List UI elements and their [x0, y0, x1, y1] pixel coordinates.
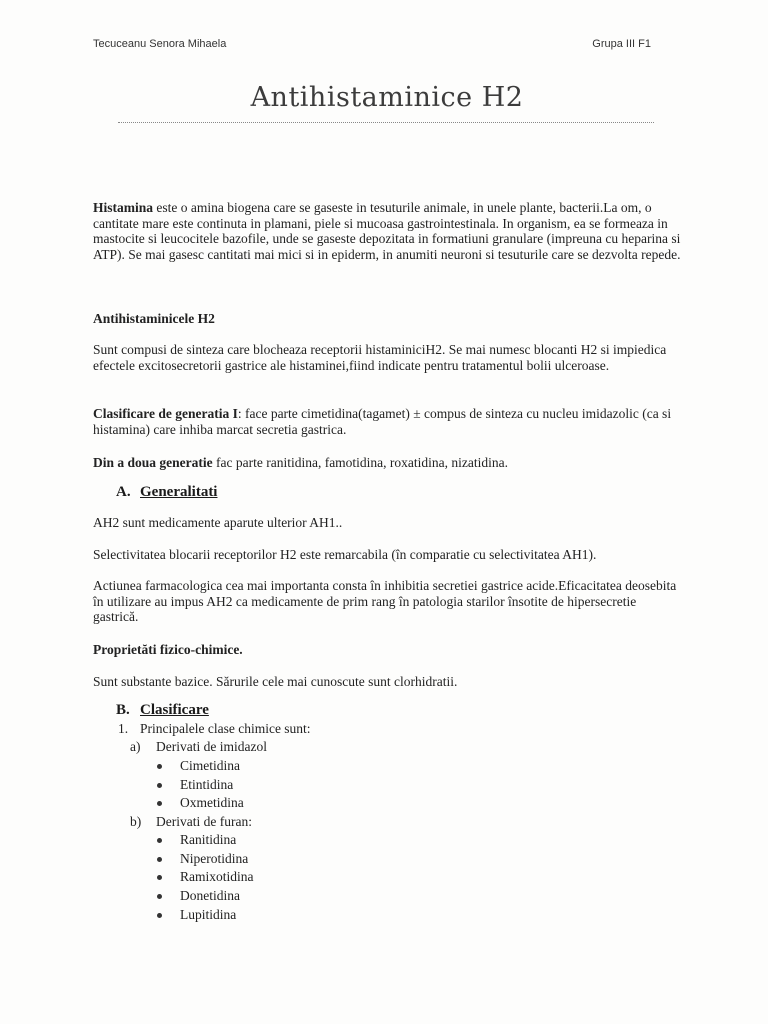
author-name: Tecuceanu Senora Mihaela [93, 38, 227, 50]
props-paragraph: Sunt substante bazice. Sărurile cele mai cunoscute sunt clorhidratii. [93, 674, 458, 689]
bullet-icon [157, 913, 162, 918]
furan-item: Lupitidina [180, 906, 237, 922]
bullet-icon [157, 764, 162, 769]
bullet-icon [157, 894, 162, 899]
gen2-paragraph [93, 455, 683, 471]
props-heading: Proprietăti fizico-chimice. [93, 642, 243, 657]
gen2-label: Din a doua generatie [93, 455, 213, 470]
furan-item: Donetidina [180, 888, 240, 904]
gen2-text: fac parte ranitidina, famotidina, roxatidina, nizatidina. [212, 455, 509, 470]
section-b-heading [116, 702, 209, 719]
bullet-icon [157, 857, 162, 862]
bullet-icon [157, 875, 162, 880]
h2-paragraph: Sunt compusi de sinteza care blocheaza receptorii histaminiciH2. Se mai numesc blocanti H2 si impiedica efectele excitosecretorii gastrice ale histaminei,fiind indicate pentru tratamentul bolii ulceroase. [93, 342, 667, 373]
section-a-title: Generalitati [140, 484, 218, 500]
bullet-icon [157, 801, 162, 806]
intro-term: Histamina [93, 200, 154, 215]
gen1-text: : face parte cimetidina(tagamet) ± compus de sinteza cu nucleu imidazolic (ca si histamina) care inhiba marcat secretia gastrica. [93, 406, 672, 437]
furan-item: Ranitidina [180, 832, 237, 847]
section-a-heading [116, 484, 217, 501]
page-title: Antihistaminice H2 [250, 82, 524, 113]
intro-text: este o amina biogena care se gaseste in tesuturile animale, in unele plante, bacterii.La om, o cantitate mare este continuta in plamani, piele si mucoasa gastrointestinala. In organism, ea se formeaza in mastocite si leucocitele bazofile, unde se gaseste depozitata in formatiuni granulare (impreuna cu heparina si ATP). Se mai gasesc cantitati mai mici si in epiderm, in anumiti neuroni si tesuturile care se dezvolta repede. [93, 200, 681, 262]
furan-item: Ramixotidina [180, 869, 254, 885]
imidazol-item: Cimetidina [180, 758, 240, 773]
section-a-letter: A. [116, 484, 131, 500]
section-b-title: Clasificare [140, 702, 209, 718]
generalitati-p2: Selectivitatea blocarii receptorilor H2 este remarcabila (în comparatie cu selectivitatea AH1). [93, 547, 597, 562]
generalitati-p1: AH2 sunt medicamente aparute ulterior AH1.. [93, 515, 343, 530]
imidazol-item: Etintidina [180, 776, 234, 792]
gen1-label: Clasificare de generatia I [93, 406, 238, 421]
sublist-a-label: a) [130, 739, 141, 754]
list-item-1-number: 1. [118, 721, 129, 736]
sublist-b-text: Derivati de furan: [156, 814, 252, 829]
sublist-a-text: Derivati de imidazol [156, 739, 267, 754]
furan-item: Niperotidina [180, 850, 249, 866]
bullet-icon [157, 783, 162, 788]
gen1-paragraph [93, 406, 683, 437]
title-divider [118, 122, 654, 123]
section-b-letter: B. [116, 702, 130, 718]
group-label: Grupa III F1 [592, 38, 651, 50]
h2-heading: Antihistaminicele H2 [93, 311, 215, 326]
intro-paragraph [93, 200, 683, 262]
generalitati-p3: Actiunea farmacologica cea mai importanta consta în inhibitia secretiei gastrice acide.Eficacitatea deosebita în utilizare au impus AH2 ca medicamente de prim rang în patologia starilor însotite de hipersecretie gastrică. [93, 578, 677, 624]
imidazol-item: Oxmetidina [180, 795, 244, 811]
sublist-b-label: b) [130, 814, 142, 829]
bullet-icon [157, 838, 162, 843]
list-item-1-text: Principalele clase chimice sunt: [140, 721, 311, 736]
